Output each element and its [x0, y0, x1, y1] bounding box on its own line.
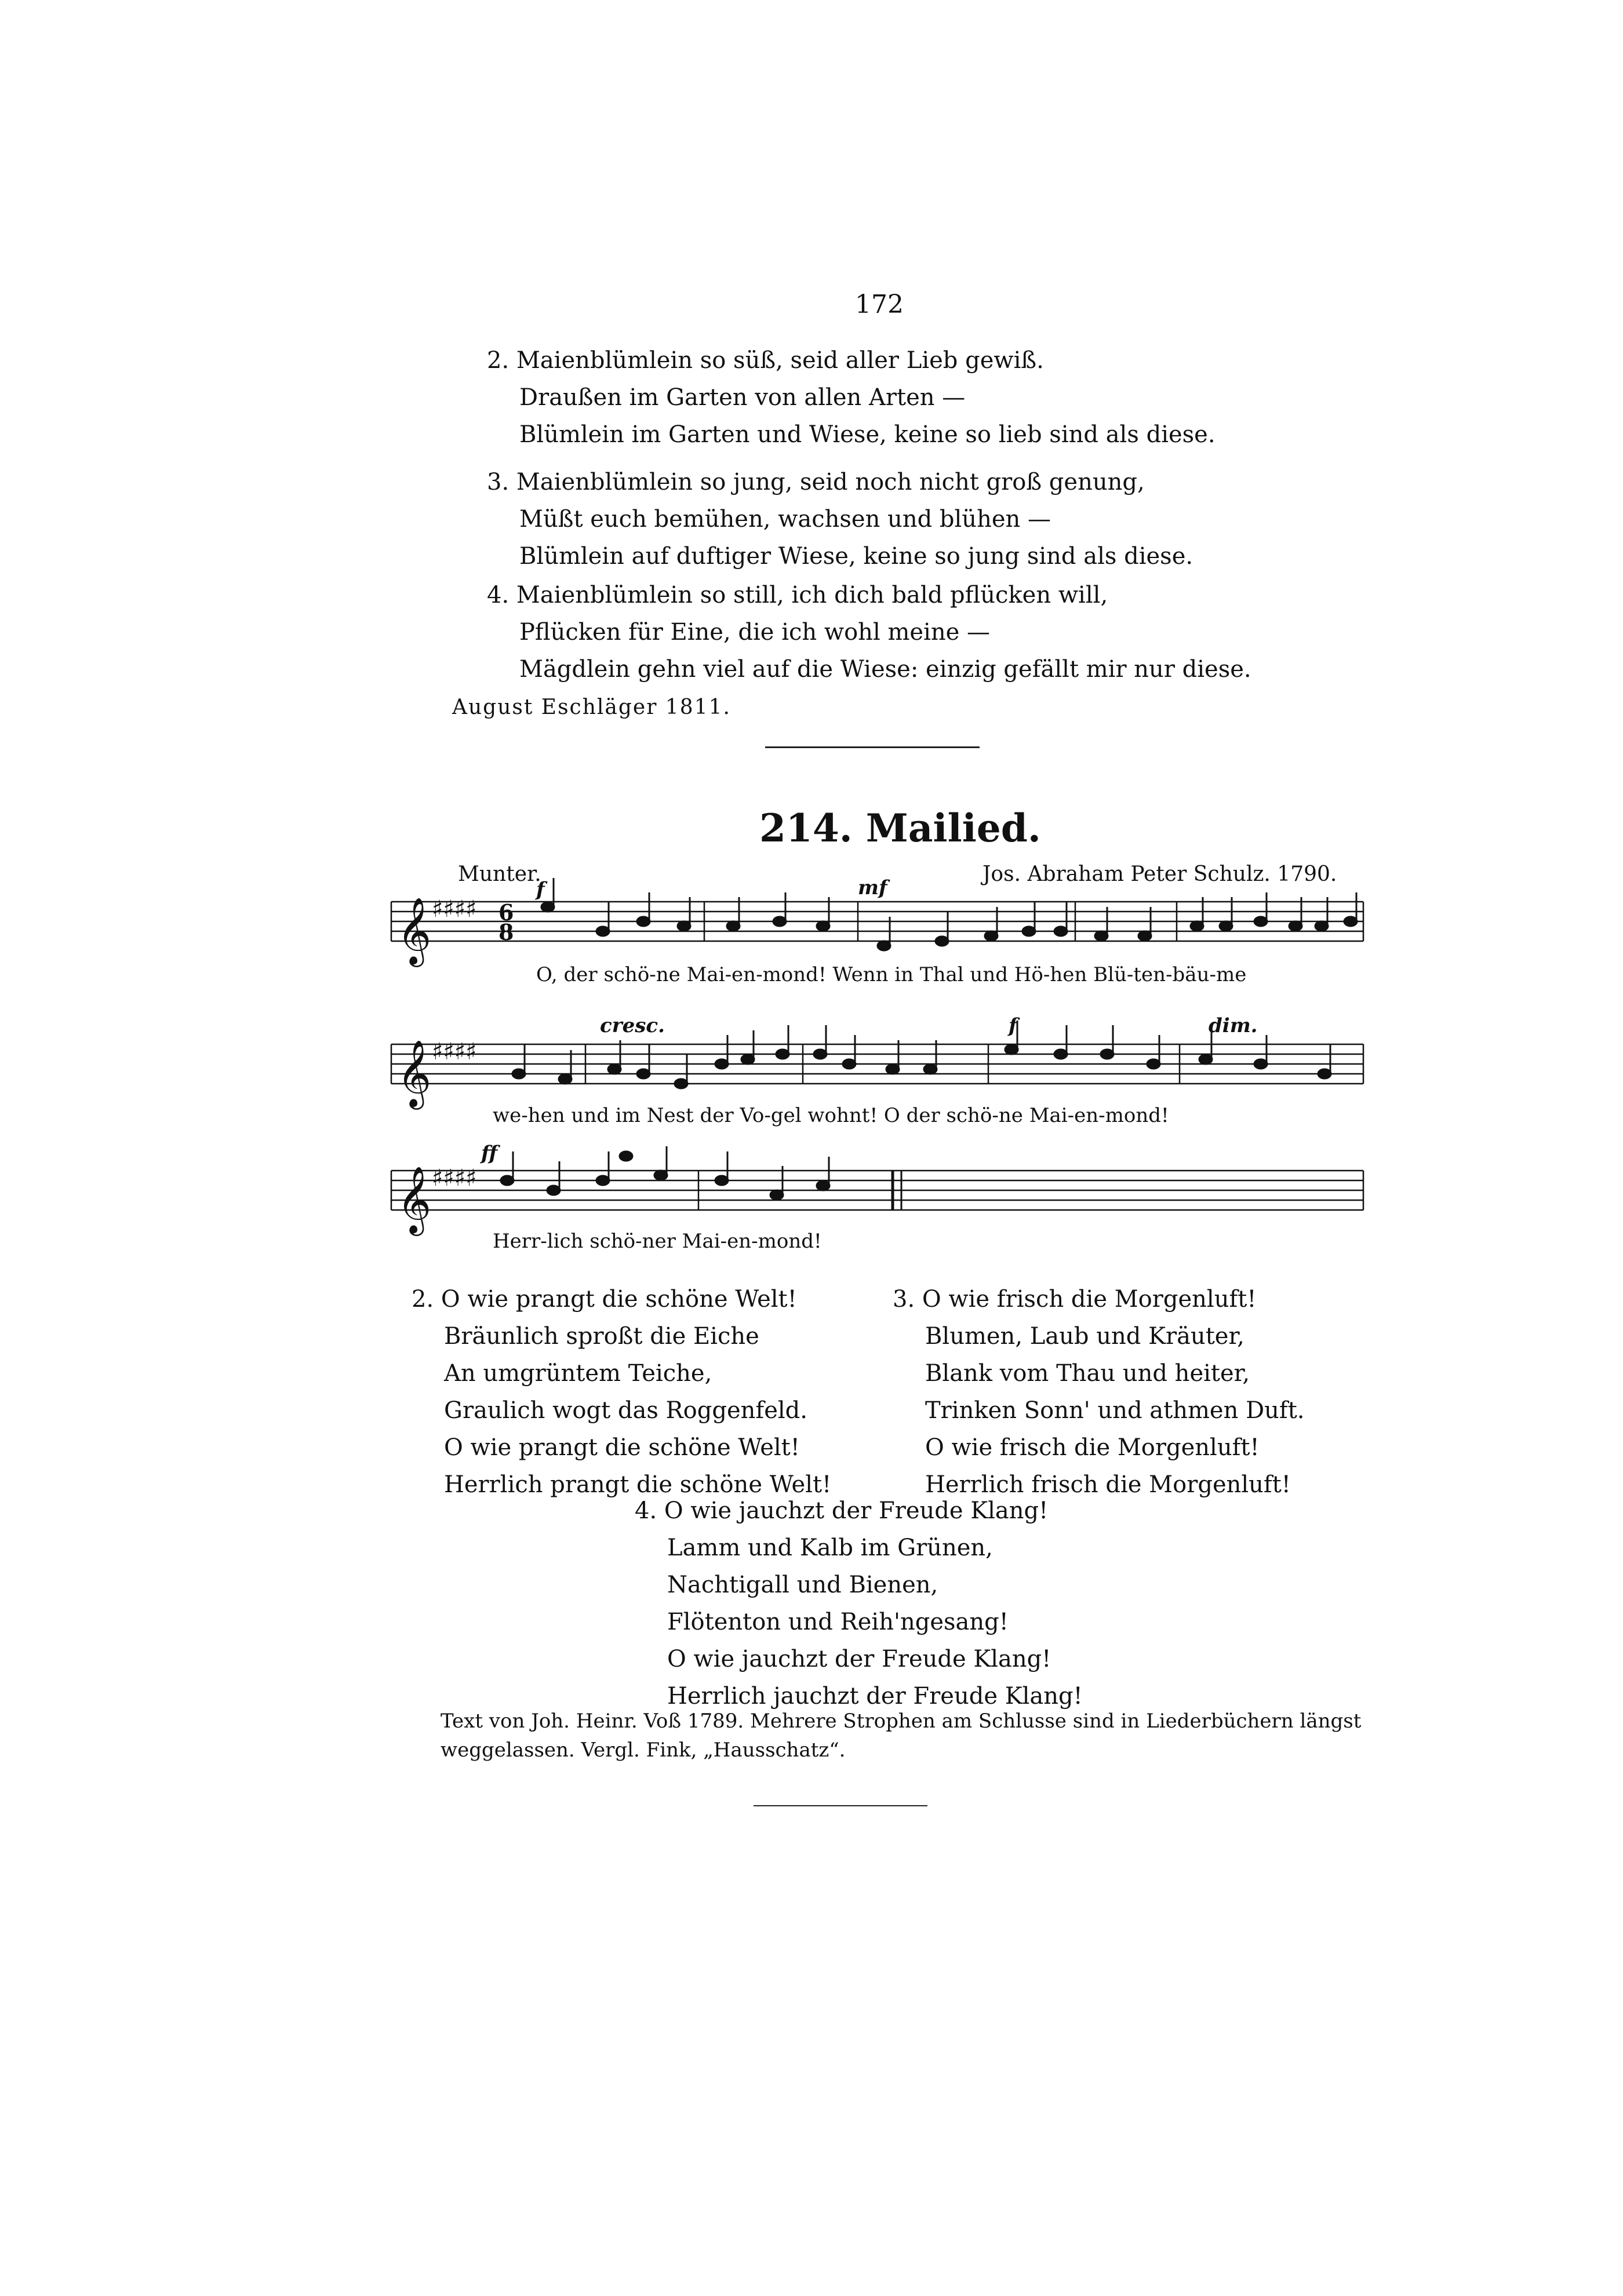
- verse-line: O wie jauchzt der Freude Klang!: [667, 1646, 1051, 1672]
- verse-line: Mägdlein gehn viel auf die Wiese: einzig gefällt mir nur diese.: [519, 656, 1251, 683]
- verse-line: Blumen, Laub und Kräuter,: [925, 1323, 1244, 1350]
- key-signature-icon: ♯♯♯♯: [432, 1038, 477, 1065]
- tempo-marking: Munter.: [458, 862, 541, 886]
- song-footnote: Text von Joh. Heinr. Voß 1789. Mehrere Strophen am Schlusse sind in Liederbüchern längst weggelassen. Vergl. Fink, „Hausschatz“.: [441, 1710, 1362, 1762]
- verse-line: 2. Maienblümlein so süß, seid aller Lieb gewiß.: [487, 347, 1044, 374]
- dynamic-marking: f: [536, 878, 545, 901]
- verse-line: 3. O wie frisch die Morgenluft!: [893, 1286, 1257, 1313]
- verse-line: Pflücken für Eine, die ich wohl meine —: [519, 619, 990, 646]
- verse-line: Herrlich prangt die schöne Welt!: [444, 1471, 832, 1498]
- verse-line: O wie prangt die schöne Welt!: [444, 1434, 800, 1461]
- verse-line: Draußen im Garten von allen Arten —: [519, 384, 966, 411]
- verse-line: Blank vom Thau und heiter,: [925, 1360, 1250, 1387]
- verse-line: Lamm und Kalb im Grünen,: [667, 1535, 993, 1561]
- dynamic-marking: f: [1009, 1014, 1017, 1037]
- verse-line: 3. Maienblümlein so jung, seid noch nicht groß genung,: [487, 469, 1145, 495]
- prev-song-author: August Eschläger 1811.: [452, 695, 731, 719]
- music-lyrics: O, der schö-ne Mai-en-mond! Wenn in Thal und Hö-hen Blü-ten-bäu-me: [536, 963, 1247, 986]
- music-lyrics: we-hen und im Nest der Vo-gel wohnt! O der schö-ne Mai-en-mond!: [493, 1104, 1169, 1127]
- verse-line: Müßt euch bemühen, wachsen und blühen —: [519, 506, 1051, 533]
- verse-line: Blümlein auf duftiger Wiese, keine so jung sind als diese.: [519, 543, 1193, 570]
- treble-clef-icon: 𝄞: [397, 1039, 432, 1107]
- verse-line: 2. O wie prangt die schöne Welt!: [412, 1286, 797, 1313]
- staff-1: [391, 902, 1363, 941]
- verse-line: Trinken Sonn' und athmen Duft.: [925, 1397, 1305, 1424]
- key-signature-icon: ♯♯♯♯: [432, 896, 477, 923]
- verse-line: Blümlein im Garten und Wiese, keine so lieb sind als diese.: [519, 421, 1216, 448]
- page-number: 172: [855, 290, 904, 319]
- verse-line: Graulich wogt das Roggenfeld.: [444, 1397, 807, 1424]
- music-lyrics: Herr-lich schö-ner Mai-en-mond!: [493, 1230, 822, 1253]
- staff-3: [391, 1171, 1363, 1210]
- verse-line: Herrlich jauchzt der Freude Klang!: [667, 1683, 1083, 1710]
- song-verse-3: [893, 1281, 1305, 1503]
- verse-line: Bräunlich sproßt die Eiche: [444, 1323, 759, 1350]
- verse-line: 4. Maienblümlein so still, ich dich bald pflücken will,: [487, 582, 1108, 608]
- verse-line: Flötenton und Reih'ngesang!: [667, 1609, 1009, 1635]
- end-divider: [754, 1805, 927, 1806]
- verse-line: An umgrüntem Teiche,: [444, 1360, 712, 1387]
- time-signature-icon: 6: [498, 899, 514, 925]
- song-title: 214. Mailied.: [759, 806, 1041, 851]
- composer: Jos. Abraham Peter Schulz. 1790.: [982, 862, 1337, 886]
- verse-line: 4. O wie jauchzt der Freude Klang!: [635, 1497, 1049, 1524]
- staff-2: [391, 1044, 1363, 1084]
- verse-line: Nachtigall und Bienen,: [667, 1572, 938, 1598]
- verse-line: Herrlich frisch die Morgenluft!: [925, 1471, 1291, 1498]
- dynamic-marking: ff: [481, 1142, 498, 1165]
- verse-line: O wie frisch die Morgenluft!: [925, 1434, 1260, 1461]
- song-verse-4: [635, 1492, 1083, 1715]
- dynamic-marking: dim.: [1209, 1014, 1258, 1037]
- treble-clef-icon: 𝄞: [397, 896, 432, 964]
- song-verse-2: [412, 1281, 831, 1503]
- dynamic-marking: mf: [858, 876, 887, 899]
- treble-clef-icon: 𝄞: [397, 1165, 432, 1233]
- key-signature-icon: ♯♯♯♯: [432, 1165, 477, 1191]
- time-signature-icon: 8: [498, 919, 514, 945]
- dynamic-marking: cresc.: [600, 1014, 665, 1037]
- notes: [501, 878, 1357, 1200]
